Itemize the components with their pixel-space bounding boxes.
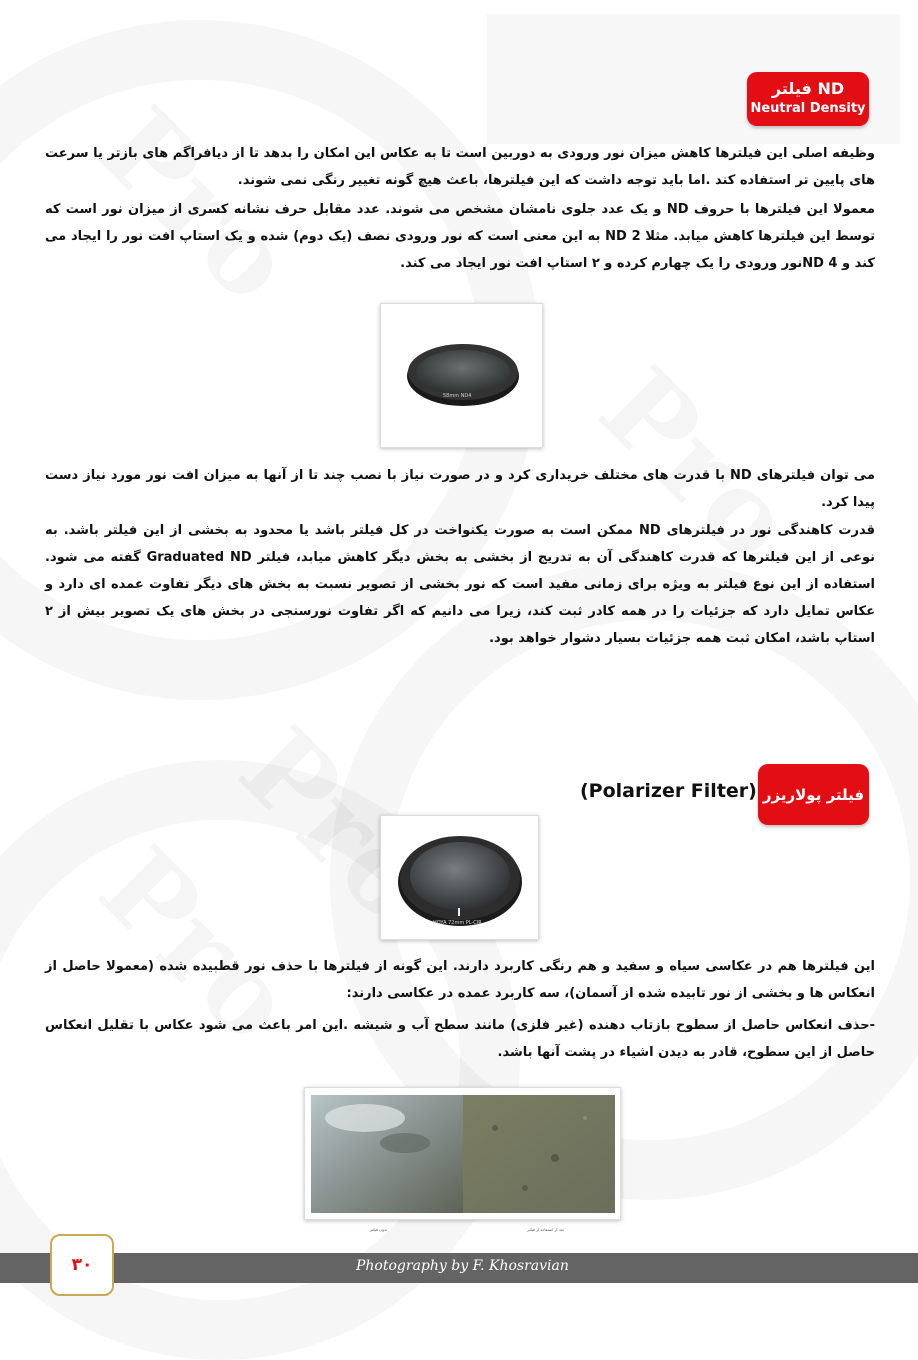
page-number: ۳۰ bbox=[50, 1234, 114, 1296]
polarizer-filter-image bbox=[381, 816, 538, 939]
nd-paragraph-4: قدرت کاهندگی نور در فیلترهای ND ممکن است به صورت یکنواخت در کل فیلتر باشد یا محدود به بخشی از این فیلتر باشد. به نوعی از این فیلترها که قدرت کاهندگی آن به تدریج از بخشی به بخش دیگر کاهش میابد، فیلتر Graduated ND گفته می شود. استفاده از این نوع فیلتر به ویژه برای زمانی مفید است که نور بخشی از تصویر نسبت به بخش های دیگر تفاوت عمده ای دارد و عکاس تمایل دارد که جزئیات را در همه کادر ثبت کند، زیرا می دانیم که اگر تفاوت نورسنجی در بخش های یک تصویر بیش از ۲ استاپ باشد، امکان ثبت همه جزئیات بسیار دشوار خواهد بود. bbox=[45, 523, 875, 646]
nd-filter-image bbox=[381, 304, 542, 447]
polarizer-filter-badge: فیلتر پولاریزر bbox=[758, 764, 869, 825]
nd-filter-ring-label: 58mm ND4 bbox=[443, 393, 472, 399]
nd-badge-title: فیلتر ND bbox=[771, 79, 845, 98]
nd-filter-photo bbox=[380, 303, 543, 448]
nd-paragraph-1: وظیفه اصلی این فیلترها کاهش میزان نور ورودی به دوربین است تا به عکاس این امکان را بدهد تا از دیافراگم های بازتر یا سرعت های پایین تر استفاده کند .اما باید توجه داشت که این فیلترها، باعث هیچ گونه تغییر رنگی نمی شوند. bbox=[45, 146, 875, 188]
nd-badge-subtitle: Neutral Density bbox=[750, 101, 866, 116]
caption-with-filter: بعد از استفاده از فیلتر bbox=[527, 1227, 564, 1232]
nd-paragraph-2: معمولا این فیلترها با حروف ND و یک عدد جلوی نامشان مشخص می شوند. عدد مقابل حرف نشانه کسری از میزان نور است که توسط این فیلترها کاهش میابد. مثلا ND 2 به این معنی است که نور ورودی نصف (یک دوم) شده و یک استاپ افت نور را ایجاد می کند و ND 4نور ورودی را یک چهارم کرده و ۲ استاپ افت نور ایجاد می کند. bbox=[45, 202, 875, 271]
polarizer-filter-photo bbox=[380, 815, 539, 940]
polarizer-title: (Polarizer Filter) bbox=[580, 780, 757, 802]
polarizer-paragraph-1: این فیلترها هم در عکاسی سیاه و سفید و هم رنگی کاربرد دارند. این گونه از فیلترها با حذف نور قطبیده شده (معمولا حاصل از انعکاس ها و بخشی از نور تابیده شده از آسمان)، سه کاربرد عمده در عکاسی دارند: bbox=[45, 959, 875, 1001]
polarizer-paragraph-2: -حذف انعکاس حاصل از سطوح بازتاب دهنده (غیر فلزی) مانند سطح آب و شیشه .این امر باعث می شود عکاس با تقلیل انعکاس حاصل از این سطوح، قادر به دیدن اشیاء در پشت آنها باشد. bbox=[45, 1018, 875, 1060]
caption-without-filter: بدون فیلتر bbox=[370, 1227, 388, 1232]
nd-filter-badge bbox=[747, 72, 869, 126]
polarizer-ring-label: HOYA 72mm PL-CIR bbox=[433, 920, 482, 926]
nd-paragraph-3: می توان فیلترهای ND با قدرت های مختلف خریداری کرد و در صورت نیاز با نصب چند تا از آنها به میزان افت نور مورد نیاز دست پیدا کرد. bbox=[45, 468, 875, 510]
comparison-image bbox=[305, 1088, 620, 1219]
polarizer-comparison-photo bbox=[304, 1087, 621, 1220]
footer-credit: Photography by F. Khosravian bbox=[356, 1258, 569, 1274]
